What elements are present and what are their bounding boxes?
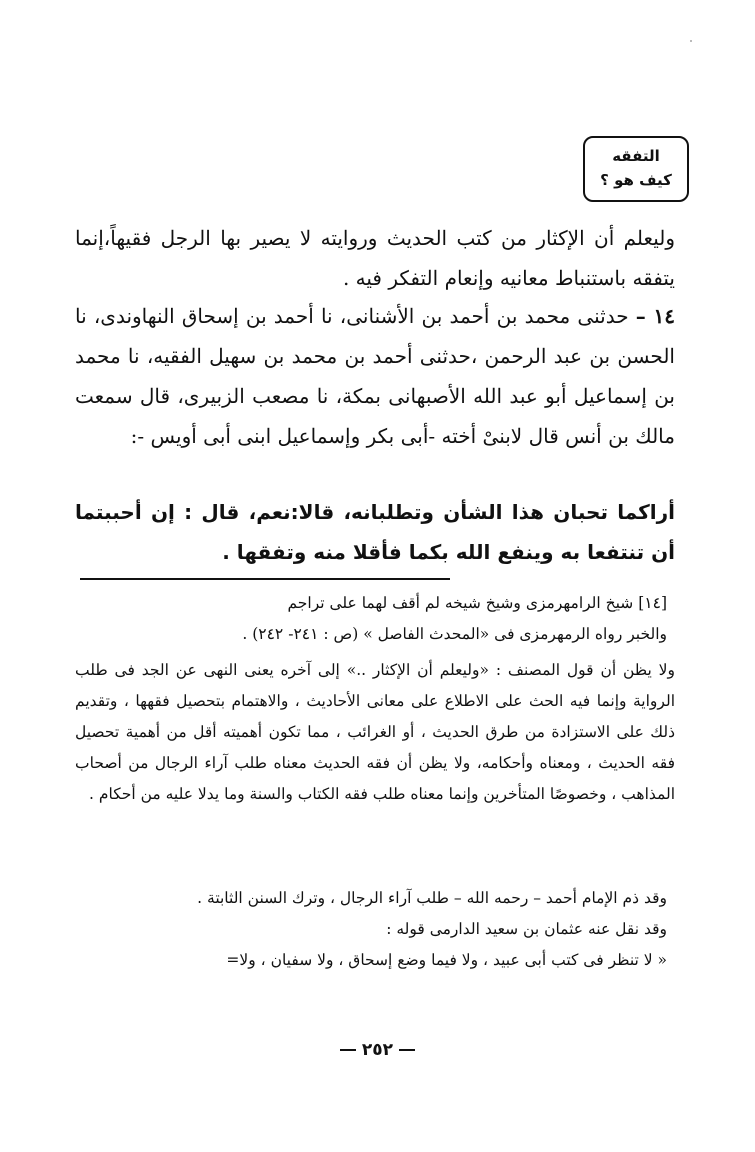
hadith-number: ١٤ – [635, 304, 675, 328]
page-number-dash-right [399, 1049, 415, 1051]
footnote-1 [75, 588, 675, 650]
footnote-divider [80, 578, 450, 580]
scan-speck [690, 40, 692, 42]
hadith-chain-text: حدثنى محمد بن أحمد بن الأشنانى، نا أحمد بن إسحاق النهاوندى، نا الحسن بن عبد الرحمن ،حدثنى أحمد بن محمد بن سهيل الفقيه، نا محمد بن إسماعيل أبو عبد الله الأصبهانى بمكة، نا مصعب الزبيرى، قال سمعت مالك بن أنس قال لابنىْ أخته -أبى بكر وإسماعيل ابنى أبى أويس -: [75, 304, 675, 448]
footnote-3-line-2: وقد نقل عنه عثمان بن سعيد الدارمى قوله : [386, 920, 667, 938]
marginal-heading-line2: كيف هو ؟ [600, 171, 672, 189]
footnote-3 [75, 883, 675, 976]
marginal-heading-line1: التفقه [612, 147, 660, 165]
main-paragraph-2 [75, 296, 675, 456]
footnote-1-line-1: [١٤] شيخ الرامهرمزى وشيخ شيخه لم أقف لهما على تراجم [287, 594, 667, 612]
marginal-heading-box [583, 136, 689, 202]
main-paragraph-3-bold: أراكما تحبان هذا الشأن وتطلبانه، قالا:نعم، قال : إن أحببتما أن تنتفعا به وينفع الله بكما فأقلا منه وتفقها . [75, 500, 675, 564]
footnote-3-line-1: وقد ذم الإمام أحمد – رحمه الله – طلب آراء الرجال ، وترك السنن الثابتة . [197, 889, 667, 907]
footnote-2: ولا يظن أن قول المصنف : «وليعلم أن الإكثار ..» إلى آخره يعنى النهى عن الجد فى طلب الرواية وإنما فيه الحث على الاطلاع على معانى الأحاديث ، والاهتمام بتحصيل فقهها ، وتقديم ذلك على الاستزادة من طرق الحديث ، أو الغرائب ، مما تكون أهميته أقل من أهمية تحصيل فقه الحديث ، ومعناه وأحكامه، ولا يظن أن فقه الحديث معناه طلب آراء الرجال من أصحاب المذاهب ، وخصوصًا المتأخرين وإنما معناه طلب فقه الكتاب والسنة وما يدلا عليه من أحكام . [75, 661, 675, 803]
page-number [0, 1040, 755, 1060]
page-number-value: ٢٥٢ [361, 1040, 394, 1060]
page-number-dash-left [340, 1049, 356, 1051]
main-paragraph-1: وليعلم أن الإكثار من كتب الحديث وروايته لا يصير بها الرجل فقيهاً،إنما يتفقه باستنباط معانيه وإنعام التفكر فيه . [75, 226, 675, 290]
footnote-1-line-2: والخبر رواه الرمهرمزى فى «المحدث الفاصل » (ص : ٢٤١- ٢٤٢) . [242, 625, 667, 643]
footnote-3-line-3: « لا تنظر فى كتب أبى عبيد ، ولا فيما وضع إسحاق ، ولا سفيان ، ولا= [226, 951, 667, 969]
